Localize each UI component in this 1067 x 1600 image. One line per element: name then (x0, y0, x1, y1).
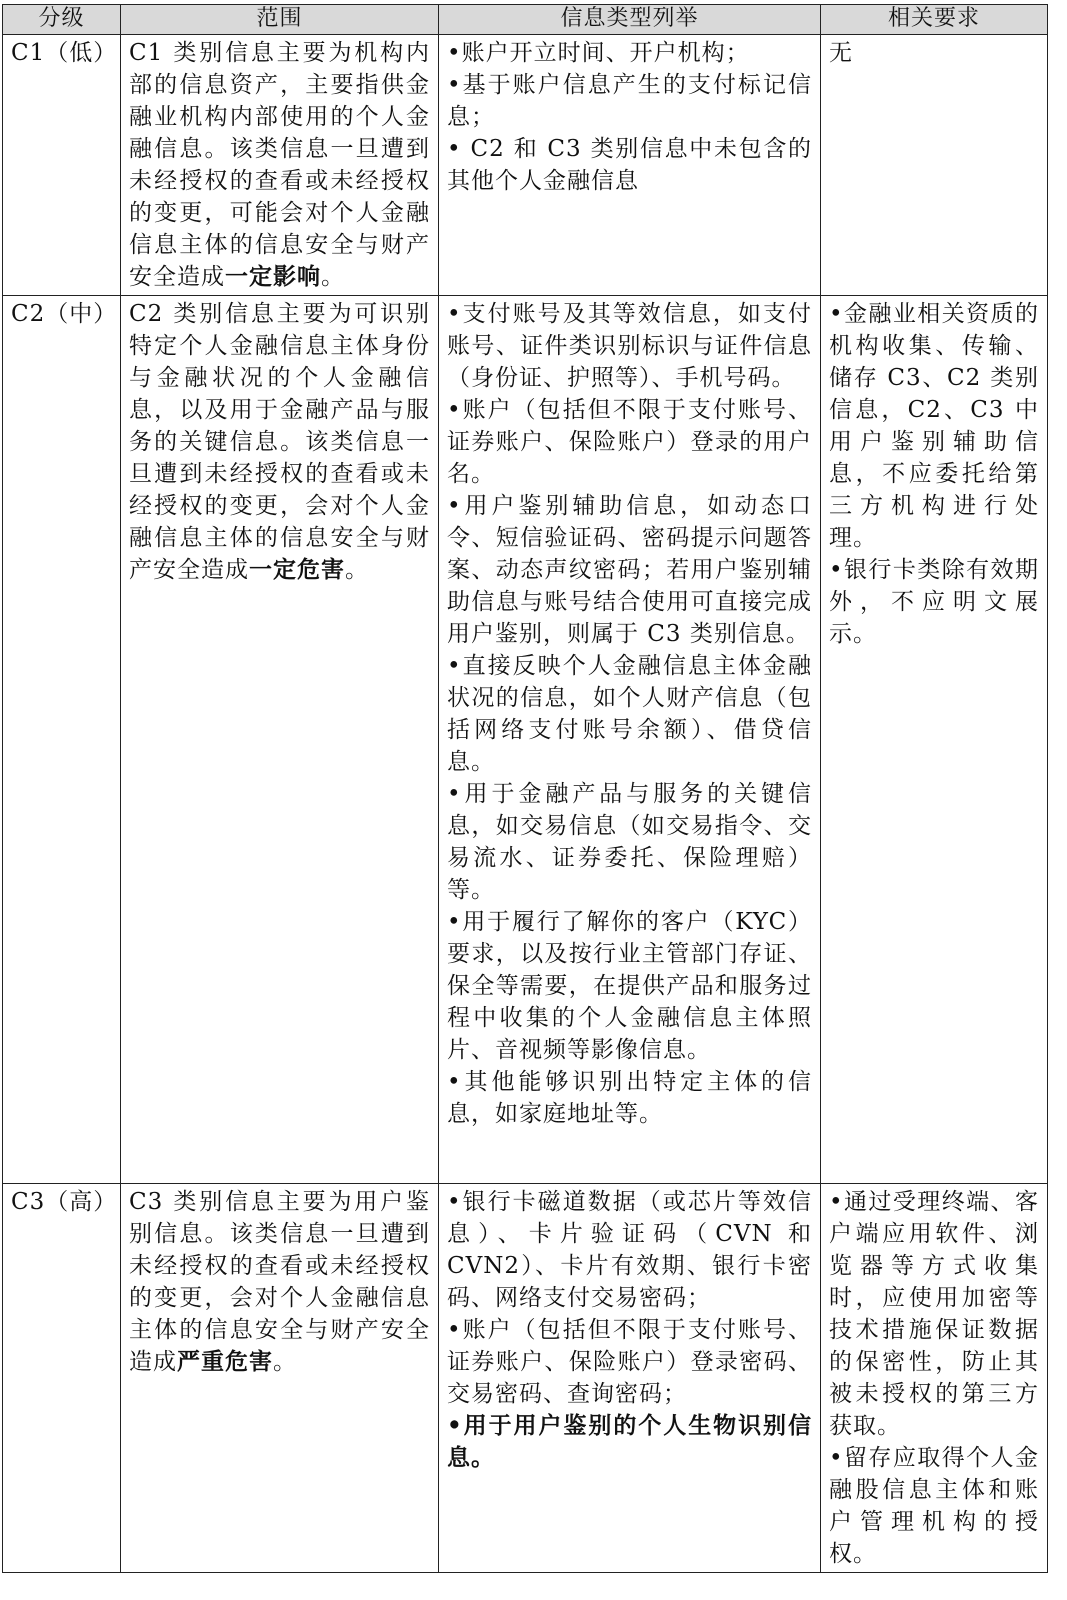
scope-end: 。 (321, 264, 345, 290)
requirements-cell (821, 35, 1048, 296)
info-type-item: • C2 和 C3 类别信息中未包含的其他个人金融信息 (447, 136, 812, 194)
level-cell: C2（中） (3, 296, 121, 1184)
scope-end: 。 (273, 1349, 297, 1375)
scope-cell (121, 296, 439, 1184)
table-header-row (3, 5, 1048, 35)
info-type-item: •其他能够识别出特定主体的信息，如家庭地址等。 (447, 1069, 812, 1127)
requirement-item: •金融业相关资质的机构收集、传输、储存 C3、C2 类别信息，C2、C3 中用户鉴别辅助信息，不应委托给第三方机构进行处理。 (829, 301, 1039, 551)
scope-text: C1 类别信息主要为机构内部的信息资产，主要指供金融业机构内部使用的个人金融信息。该类信息一旦遭到未经授权的查看或未经授权的变更，可能会对个人金融信息主体的信息安全与财产安全造成 (129, 40, 430, 290)
scope-text: C3 类别信息主要为用户鉴别信息。该类信息一旦遭到未经授权的查看或未经授权的变更，会对个人金融信息主体的信息安全与财产安全造成 (129, 1189, 430, 1375)
info-type-item: •基于账户信息产生的支付标记信息； (447, 72, 812, 130)
level-cell: C1（低） (3, 35, 121, 296)
header-info-types: 信息类型列举 (439, 5, 821, 35)
info-type-item: •直接反映个人金融信息主体金融状况的信息，如个人财产信息（包括网络支付账号余额）、借贷信息。 (447, 653, 812, 775)
scope-text: C2 类别信息主要为可识别特定个人金融信息主体身份与金融状况的个人金融信息，以及用于金融产品与服务的关键信息。该类信息一旦遭到未经授权的查看或未经授权的变更，会对个人金融信息主体的信息安全与财产安全造成 (129, 301, 430, 583)
requirement-item: •银行卡类除有效期外，不应明文展示。 (829, 557, 1039, 647)
scope-cell (121, 1184, 439, 1573)
requirement-item: •留存应取得个人金融股信息主体和账户管理机构的授权。 (829, 1445, 1039, 1567)
scope-emphasis: 严重危害 (177, 1348, 273, 1375)
info-type-item: •用于用户鉴别的个人生物识别信息。 (447, 1412, 812, 1471)
info-types-cell (439, 35, 821, 296)
info-type-item: •账户开立时间、开户机构； (447, 40, 750, 66)
info-type-item: •账户（包括但不限于支付账号、证券账户、保险账户）登录密码、交易密码、查询密码； (447, 1317, 812, 1407)
requirements-cell (821, 1184, 1048, 1573)
requirements-cell (821, 296, 1048, 1184)
table-row-c2 (3, 296, 1048, 1184)
info-type-item: •银行卡磁道数据（或芯片等效信息）、卡片验证码（CVN 和 CVN2）、卡片有效期、银行卡密码、网络支付交易密码； (447, 1189, 812, 1311)
info-type-item: •用于履行了解你的客户（KYC）要求，以及按行业主管部门存证、保全等需要，在提供产品和服务过程中收集的个人金融信息主体照片、音视频等影像信息。 (447, 909, 812, 1063)
scope-emphasis: 一定影响 (225, 263, 321, 290)
info-types-cell (439, 1184, 821, 1573)
info-type-item: •用户鉴别辅助信息，如动态口令、短信验证码、密码提示问题答案、动态声纹密码；若用户鉴别辅助信息与账号结合使用可直接完成用户鉴别，则属于 C3 类别信息。 (447, 493, 812, 647)
table-row-c1 (3, 35, 1048, 296)
info-type-item: •用于金融产品与服务的关键信息，如交易信息（如交易指令、交易流水、证券委托、保险理赔）等。 (447, 781, 812, 903)
header-requirements: 相关要求 (821, 5, 1048, 35)
info-type-item: •账户（包括但不限于支付账号、证券账户、保险账户）登录的用户名。 (447, 397, 812, 487)
level-cell: C3（高） (3, 1184, 121, 1573)
scope-cell (121, 35, 439, 296)
info-type-item: •支付账号及其等效信息，如支付账号、证件类识别标识与证件信息（身份证、护照等）、手机号码。 (447, 301, 812, 391)
requirement-item: •通过受理终端、客户端应用软件、浏览器等方式收集时，应使用加密等技术措施保证数据的保密性，防止其被未授权的第三方获取。 (829, 1189, 1039, 1439)
info-types-cell (439, 296, 821, 1184)
requirement-item: 无 (829, 40, 853, 66)
header-level: 分级 (3, 5, 121, 35)
table-row-c3 (3, 1184, 1048, 1573)
scope-emphasis: 一定危害 (249, 556, 345, 583)
header-scope: 范围 (121, 5, 439, 35)
classification-table (2, 4, 1048, 1573)
scope-end: 。 (345, 557, 369, 583)
